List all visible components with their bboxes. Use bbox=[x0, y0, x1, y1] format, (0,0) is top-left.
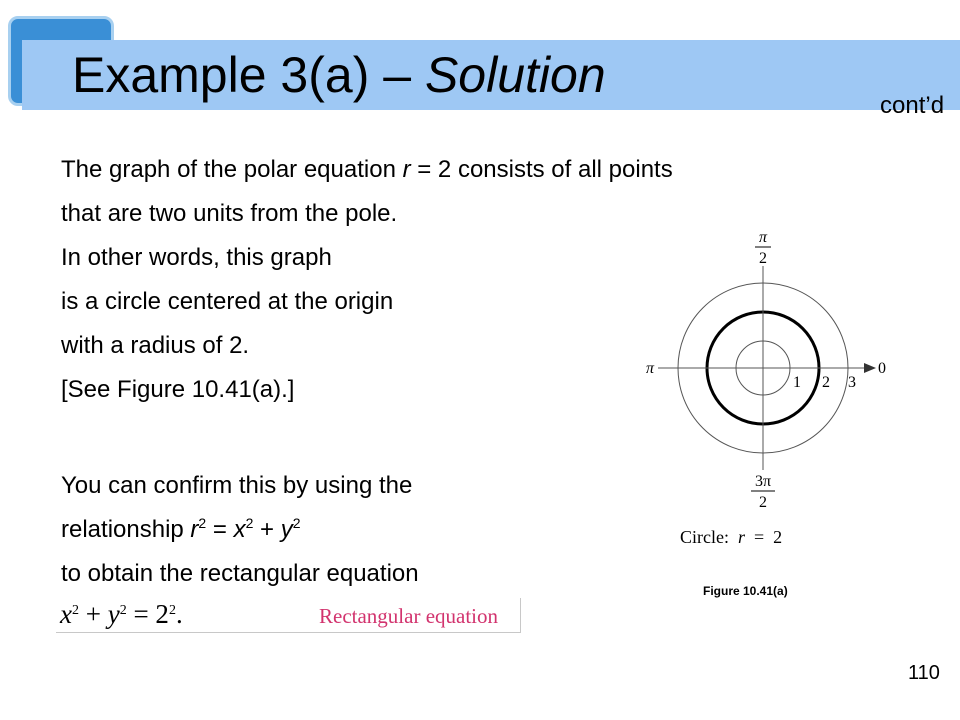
rectangular-equation-label: Rectangular equation bbox=[319, 604, 499, 628]
label-3pi-over-2-denominator: 2 bbox=[759, 494, 767, 511]
paragraph-1 bbox=[61, 148, 673, 412]
paragraph-1-line-3: In other words, this graph bbox=[61, 244, 332, 271]
title-text: Example 3(a) – bbox=[72, 47, 425, 103]
text-span: = 2 consists of all points bbox=[410, 156, 673, 183]
exponent: 2 bbox=[168, 603, 176, 618]
exponent: 2 bbox=[245, 515, 254, 531]
caption-variable: r bbox=[737, 527, 745, 547]
caption-text: = 2 bbox=[745, 527, 783, 547]
figure-label: Figure 10.41(a) bbox=[703, 584, 788, 598]
page-number: 110 bbox=[908, 662, 940, 684]
paragraph-1-line-6: [See Figure 10.41(a).] bbox=[61, 376, 295, 403]
text-span: + bbox=[253, 516, 281, 543]
exponent: 2 bbox=[198, 515, 207, 531]
variable-y: y bbox=[280, 516, 293, 543]
rectangular-equation-image bbox=[56, 598, 521, 633]
paragraph-2 bbox=[61, 464, 419, 596]
variable-r: r bbox=[190, 516, 199, 543]
paragraph-2-line-3: to obtain the rectangular equation bbox=[61, 560, 419, 587]
exponent: 2 bbox=[292, 515, 301, 531]
paragraph-1-line-1 bbox=[61, 148, 673, 192]
caption-text: Circle: bbox=[680, 527, 738, 547]
tick-label-1: 1 bbox=[793, 374, 801, 391]
equals-two: = 2 bbox=[126, 599, 169, 629]
exponent: 2 bbox=[119, 603, 127, 618]
title-italic-text: Solution bbox=[424, 47, 606, 103]
label-3pi-over-2-numerator: 3π bbox=[754, 473, 772, 490]
period: . bbox=[175, 599, 183, 629]
label-zero: 0 bbox=[878, 360, 886, 377]
text-span: The graph of the polar equation bbox=[61, 156, 403, 183]
paragraph-1-line-4: is a circle centered at the origin bbox=[61, 288, 394, 315]
variable-y: y bbox=[107, 599, 120, 629]
exponent: 2 bbox=[71, 603, 79, 618]
tick-label-3: 3 bbox=[848, 374, 856, 391]
variable-r: r bbox=[402, 156, 411, 183]
rectangular-equation bbox=[60, 599, 183, 630]
polar-graph-figure bbox=[630, 220, 910, 560]
plus-sign: + bbox=[78, 599, 108, 629]
label-pi-over-2-numerator: π bbox=[758, 229, 768, 246]
variable-x: x bbox=[60, 599, 72, 629]
paragraph-1-line-2: that are two units from the pole. bbox=[61, 200, 398, 227]
continued-label: cont’d bbox=[880, 92, 945, 119]
paragraph-1-line-5: with a radius of 2. bbox=[61, 332, 250, 359]
tick-label-2: 2 bbox=[822, 374, 830, 391]
slide-title bbox=[72, 40, 606, 110]
text-span: relationship bbox=[61, 516, 191, 543]
paragraph-2-line-2 bbox=[61, 508, 419, 552]
text-span: = bbox=[206, 516, 234, 543]
label-pi-over-2-denominator: 2 bbox=[759, 250, 767, 267]
figure-equation-caption bbox=[680, 527, 782, 547]
label-pi: π bbox=[645, 360, 655, 377]
polar-axis-arrow bbox=[864, 363, 876, 373]
paragraph-2-line-1: You can confirm this by using the bbox=[61, 472, 413, 499]
variable-x: x bbox=[233, 516, 246, 543]
